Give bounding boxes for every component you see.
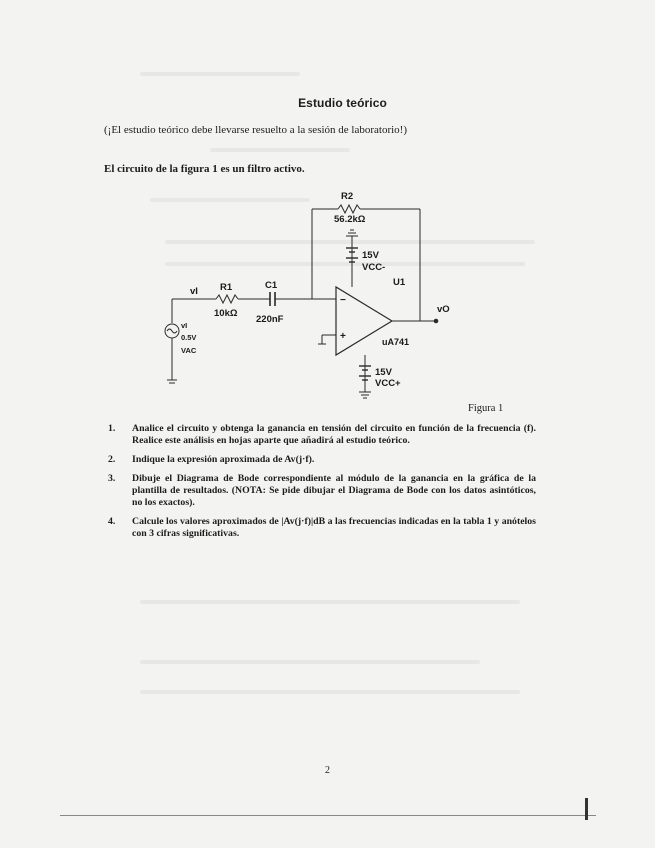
inverting-input-sign: −	[340, 295, 346, 306]
c1-value: 220nF	[256, 314, 284, 325]
page-number: 2	[325, 765, 330, 776]
vcc-pos-label: VCC+	[375, 378, 401, 389]
question-number: 1.	[108, 423, 116, 434]
question-text: Analice el circuito y obtenga la ganancia en tensión del circuito en función de la frecuencia (f). Realice este análisis en hojas aparte que añadirá al estudio teórico.	[132, 423, 536, 446]
opamp-name: U1	[393, 277, 406, 288]
question-text: Calcule los valores aproximados de |Av(j·f)|dB a las frecuencias indicadas en la tabla 1 y anótelos con 3 cifras significativas.	[132, 516, 536, 539]
vcc-neg-voltage: 15V	[362, 250, 379, 261]
opamp-model: uA741	[382, 337, 410, 347]
scan-edge-line	[60, 815, 596, 816]
question-number: 3.	[108, 473, 116, 484]
question-text: Dibuje el Diagrama de Bode correspondiente al módulo de la ganancia en la gráfica de la plantilla de resultados. (NOTA: Se pide dibujar el Diagrama de Bode con los datos asintóticos, no los exactos).	[132, 473, 536, 508]
intro-text: El circuito de la figura 1 es un filtro activo.	[104, 163, 305, 175]
list-item	[108, 454, 536, 466]
list-item	[108, 423, 536, 447]
instruction-note: (¡El estudio teórico debe llevarse resuelto a la sesión de laboratorio!)	[104, 124, 407, 136]
r1-value: 10kΩ	[214, 308, 238, 319]
input-node-label: vI	[190, 286, 198, 297]
r2-value: 56.2kΩ	[334, 214, 366, 225]
r2-name: R2	[341, 191, 354, 202]
question-number: 4.	[108, 516, 116, 527]
source-amplitude: 0.5V	[181, 333, 197, 342]
vcc-pos-voltage: 15V	[375, 367, 392, 378]
scan-edge-mark	[585, 798, 588, 820]
question-number: 2.	[108, 454, 116, 465]
list-item	[108, 473, 536, 509]
source-name: vI	[181, 321, 188, 330]
r1-name: R1	[220, 282, 233, 293]
output-node-label: vO	[437, 304, 450, 315]
question-list	[108, 423, 536, 547]
noninverting-input-sign: +	[340, 331, 346, 342]
figure-caption: Figura 1	[468, 403, 504, 414]
source-type: VAC	[181, 346, 197, 355]
c1-name: C1	[265, 280, 278, 291]
list-item	[108, 516, 536, 540]
page-title: Estudio teórico	[298, 96, 387, 110]
vcc-neg-label: VCC-	[362, 262, 386, 273]
question-text: Indique la expresión aproximada de Av(j·f).	[132, 454, 315, 465]
